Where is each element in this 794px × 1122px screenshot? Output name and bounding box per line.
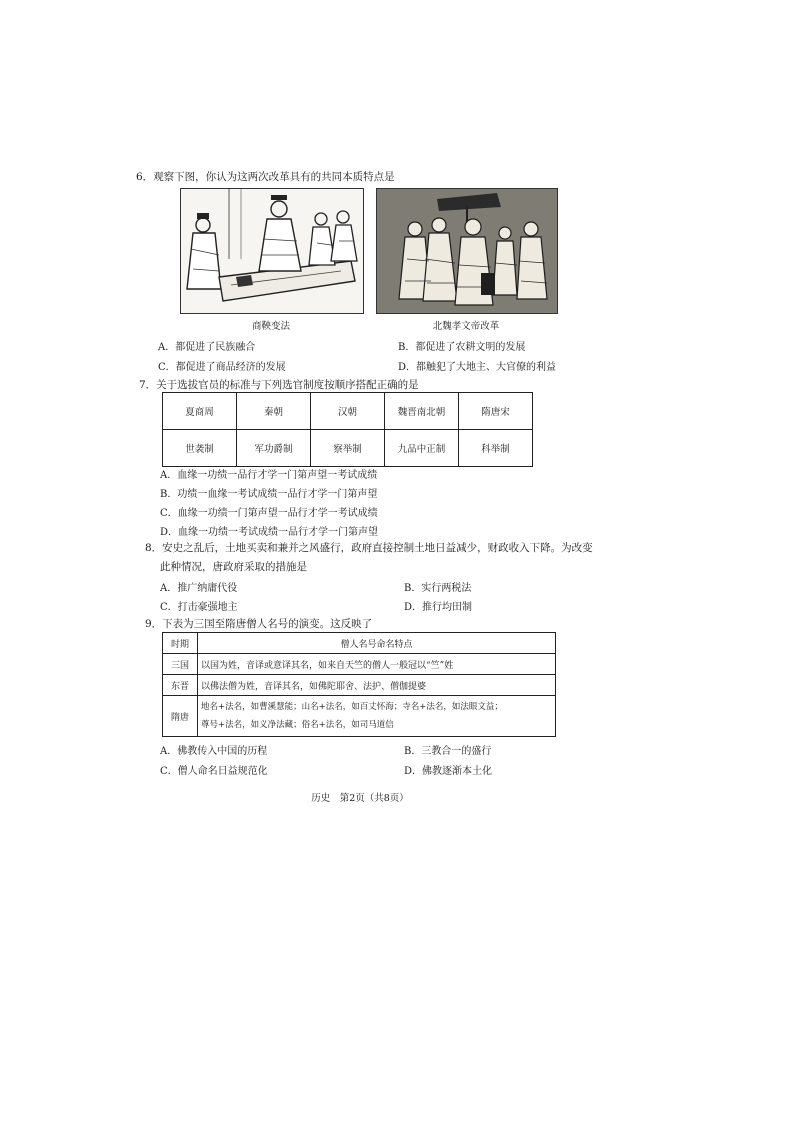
- q9-row-feature: [198, 696, 556, 737]
- q9-row-feature: 以佛法僧为姓，音译其名，如佛陀耶舍、法护、僧伽提婆: [198, 675, 556, 696]
- q9-stem: 9．下表为三国至隋唐僧人名号的演变。这反映了: [145, 618, 373, 630]
- q7-cell: 汉朝: [311, 393, 385, 430]
- q6-option-b[interactable]: B．都促进了农耕文明的发展: [398, 342, 526, 353]
- q6-option-c[interactable]: C．都促进了商品经济的发展: [158, 362, 286, 373]
- q7-cell: 科举制: [459, 430, 533, 467]
- shang-yang-reform-drawing: [181, 189, 363, 313]
- q7-cell: 隋唐宋: [459, 393, 533, 430]
- q7-cell: 夏商周: [163, 393, 237, 430]
- q9-table-row: [163, 696, 556, 737]
- q7-cell: 世袭制: [163, 430, 237, 467]
- q6-option-a[interactable]: A．都促进了民族融合: [158, 342, 256, 353]
- shang-yang-reform-illustration: [180, 188, 364, 314]
- q9-table-header: [163, 633, 556, 654]
- caption-shang-yang: 商鞅变法: [251, 321, 290, 332]
- q9-option-b[interactable]: B．三教合一的盛行: [404, 746, 492, 757]
- q9-table-row: [163, 654, 556, 675]
- q9-row-period: 三国: [163, 654, 198, 675]
- q9-option-c[interactable]: C．僧人命名日益规范化: [160, 766, 268, 777]
- q9-option-a[interactable]: A．佛教传入中国的历程: [160, 746, 268, 757]
- q7-cell: 魏晋南北朝: [385, 393, 459, 430]
- q7-cell: 军功爵制: [237, 430, 311, 467]
- q8-option-c[interactable]: C．打击豪强地主: [160, 602, 238, 613]
- q8-option-a[interactable]: A．推广纳庸代役: [160, 583, 238, 594]
- q7-option-c[interactable]: C．血缘一功绩一门第声望一品行才学一考试成绩: [160, 508, 378, 519]
- q7-cell: 察举制: [311, 430, 385, 467]
- q9-row-feature-line: 尊号+法名，如义净法藏；俗名+法名，如司马道信: [201, 720, 394, 730]
- q8-option-d[interactable]: D．推行均田制: [404, 602, 473, 613]
- q9-row-feature-line: 地名+法名，如曹溪慧能；山名+法名，如百丈怀海；寺名+法名，如法眼文益；: [201, 702, 503, 712]
- q9-row-feature: 以国为姓，音译或意译其名，如来自天竺的僧人一般冠以“竺”姓: [198, 654, 556, 675]
- q7-option-d[interactable]: D．血缘一功绩一考试成绩一品行才学一门第声望: [160, 527, 379, 538]
- q9-table-row: [163, 675, 556, 696]
- q9-header-period: 时期: [163, 633, 198, 654]
- q7-table-row-periods: [163, 393, 533, 430]
- caption-xiaowen: 北魏孝文帝改革: [432, 321, 500, 332]
- q7-option-b[interactable]: B．功绩一血缘一考试成绩一品行才学一门第声望: [160, 489, 378, 500]
- q8-option-b[interactable]: B．实行两税法: [404, 583, 472, 594]
- q6-option-d[interactable]: D．都触犯了大地主、大官僚的利益: [398, 362, 557, 373]
- q7-stem: 7．关于选拔官员的标准与下列选官制度按顺序搭配正确的是: [139, 379, 419, 391]
- q8-stem-line2: 此种情况，唐政府采取的措施是: [160, 561, 307, 573]
- page-footer: 历史 第2页（共8页）: [311, 793, 409, 804]
- xiaowen-reform-relief: [377, 189, 557, 313]
- q7-option-a[interactable]: A．血缘一功绩一品行才学一门第声望一考试成绩: [160, 470, 378, 481]
- q8-stem-line1: 8．安史之乱后，土地买卖和兼并之风盛行，政府直接控制土地日益减少，财政收入下降。为改变: [145, 542, 593, 554]
- q9-table: [162, 632, 556, 737]
- q9-row-period: 隋唐: [163, 696, 198, 737]
- q7-cell: 秦朝: [237, 393, 311, 430]
- q9-option-d[interactable]: D．佛教逐渐本土化: [404, 766, 493, 777]
- q7-table-row-systems: [163, 430, 533, 467]
- q9-header-feature: 僧人名号命名特点: [198, 633, 556, 654]
- q7-cell: 九品中正制: [385, 430, 459, 467]
- q6-stem: 6．观察下图，你认为这两次改革具有的共同本质特点是: [136, 171, 395, 183]
- q7-table: [162, 392, 533, 467]
- q9-row-period: 东晋: [163, 675, 198, 696]
- xiaowen-reform-illustration: [376, 188, 558, 314]
